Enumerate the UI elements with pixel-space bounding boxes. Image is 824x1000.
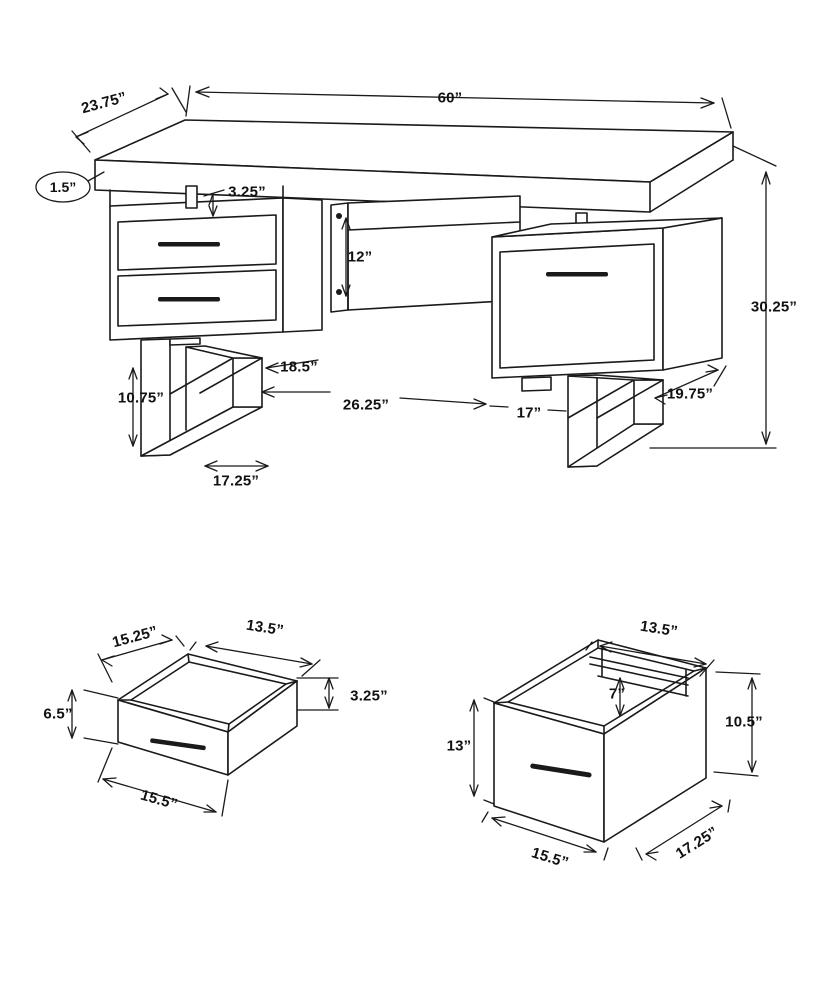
dim-label-width-top: 60”	[437, 89, 463, 107]
small-drawer-detail-illustration	[118, 654, 297, 775]
dim-label-depth-top: 23.75”	[79, 88, 129, 118]
right-pedestal-cabinet	[492, 218, 722, 378]
dim-label-leg-depth: 17.25”	[212, 472, 260, 490]
dim-label-small-drawer-inner-width: 13.5”	[245, 616, 285, 640]
dim-label-file-drawer-side-depth: 17.25”	[672, 823, 722, 863]
dim-label-center-panel-height: 12”	[347, 248, 373, 266]
file-drawer-detail-illustration	[494, 640, 706, 842]
dim-label-file-drawer-inner-width: 13.5”	[639, 617, 679, 641]
dim-label-overall-height: 30.25”	[750, 298, 798, 316]
dim-label-right-cabinet-depth: 19.75”	[666, 385, 714, 403]
dim-label-left-cabinet-width: 18.5”	[280, 358, 318, 376]
dim-label-file-drawer-inner-height: 10.5”	[725, 713, 763, 731]
dim-label-drawer-front-height: 3.25”	[228, 183, 266, 201]
dim-label-file-drawer-front-height: 13”	[446, 737, 472, 755]
dim-label-small-drawer-front-height: 6.5”	[43, 705, 73, 723]
dim-label-top-thickness: 1.5”	[49, 179, 77, 195]
dim-label-small-drawer-front-width: 15.5”	[138, 786, 180, 814]
support-post-left	[186, 186, 197, 208]
dim-label-small-drawer-inner-height: 3.25”	[350, 687, 388, 705]
dim-label-right-clearance: 17”	[516, 404, 542, 422]
right-leg-frame	[522, 375, 663, 467]
dim-label-small-drawer-side: 15.25”	[110, 622, 160, 652]
dim-label-file-drawer-front-width: 15.5”	[529, 844, 571, 872]
dim-label-leg-height: 10.75”	[117, 389, 165, 407]
dim-label-center-opening-width: 26.25”	[342, 396, 390, 414]
dim-label-file-drawer-divider: 7”	[608, 685, 626, 703]
